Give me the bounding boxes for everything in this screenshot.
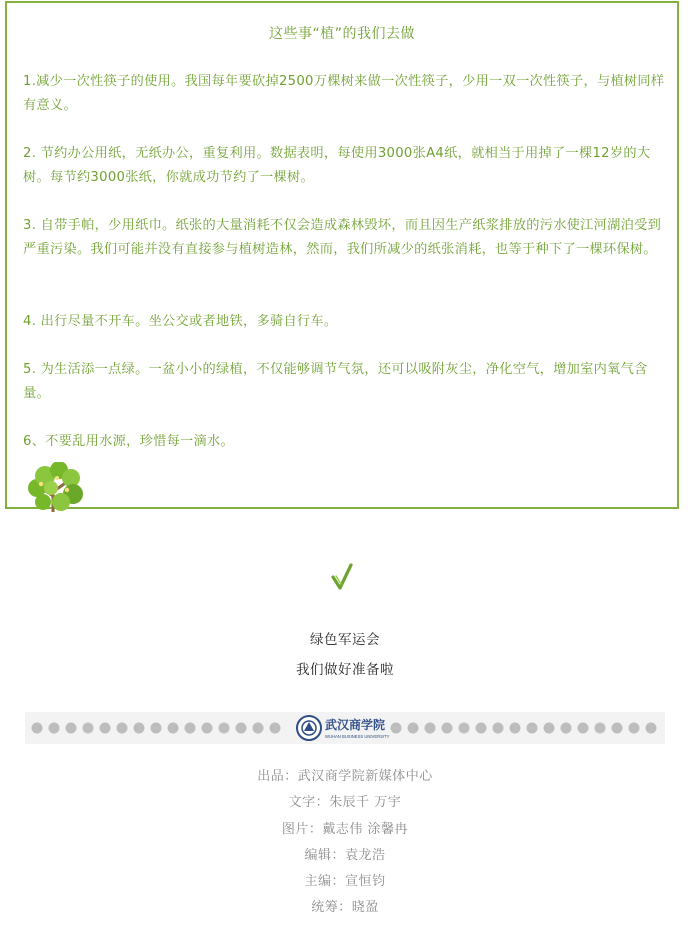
card-title: 这些事“植”的我们去做 [268,26,415,42]
message-line-1: 绿色军运会 [310,632,380,648]
tip-paragraph-2: 2. 节约办公用纸，无纸办公，重复利用。数据表明，每使用3000张A4纸，就相当于用掉了一棵12岁的大树。每节约3000张纸，你就成功节约了一棵树。 [23,146,651,185]
credit-photos: 图片：戴志伟 涂馨冉 [281,822,409,837]
logo-name: 武汉商学院 [325,718,386,732]
credit-editor: 编辑：袁龙浩 [304,848,386,863]
green-checkmark-icon [331,563,353,591]
message-line-2: 我们做好准备啦 [296,662,394,678]
tip-paragraph-4: 4. 出行尽量不开车。坐公交或者地铁，多骑自行车。 [23,314,338,329]
credit-producer: 出品：武汉商学院新媒体中心 [257,769,433,784]
credit-text: 文字：朱辰千 万宇 [288,795,402,810]
tree-icon [23,462,89,512]
tip-paragraph-5: 5. 为生活添一点绿。一盆小小的绿植，不仅能够调节气氛，还可以吸附灰尘，净化空气，增加室内氧气含量。 [23,362,648,401]
tip-paragraph-1: 1.减少一次性筷子的使用。我国每年要砍掉2500万棵树来做一次性筷子，少用一双一次性筷子，与植树同样有意义。 [23,74,665,113]
credit-chief-editor: 主编：宣恒钧 [304,874,386,889]
tips-card [5,1,679,509]
tip-paragraph-6: 6、不要乱用水源，珍惜每一滴水。 [23,434,235,449]
tip-paragraph-3: 3. 自带手帕，少用纸巾。纸张的大量消耗不仅会造成森林毁坏，而且因生产纸浆排放的污水使江河湖泊受到严重污染。我们可能并没有直接参与植树造林，然而，我们所减少的纸张消耗，也等于种下了一棵环保树。 [23,218,662,257]
logo-english: WUHAN BUSINESS UNIVERSITY [325,734,390,739]
credit-coordinator: 统筹：晓盈 [311,900,379,915]
logo-divider-strip [25,712,665,744]
university-seal-icon [297,716,321,740]
